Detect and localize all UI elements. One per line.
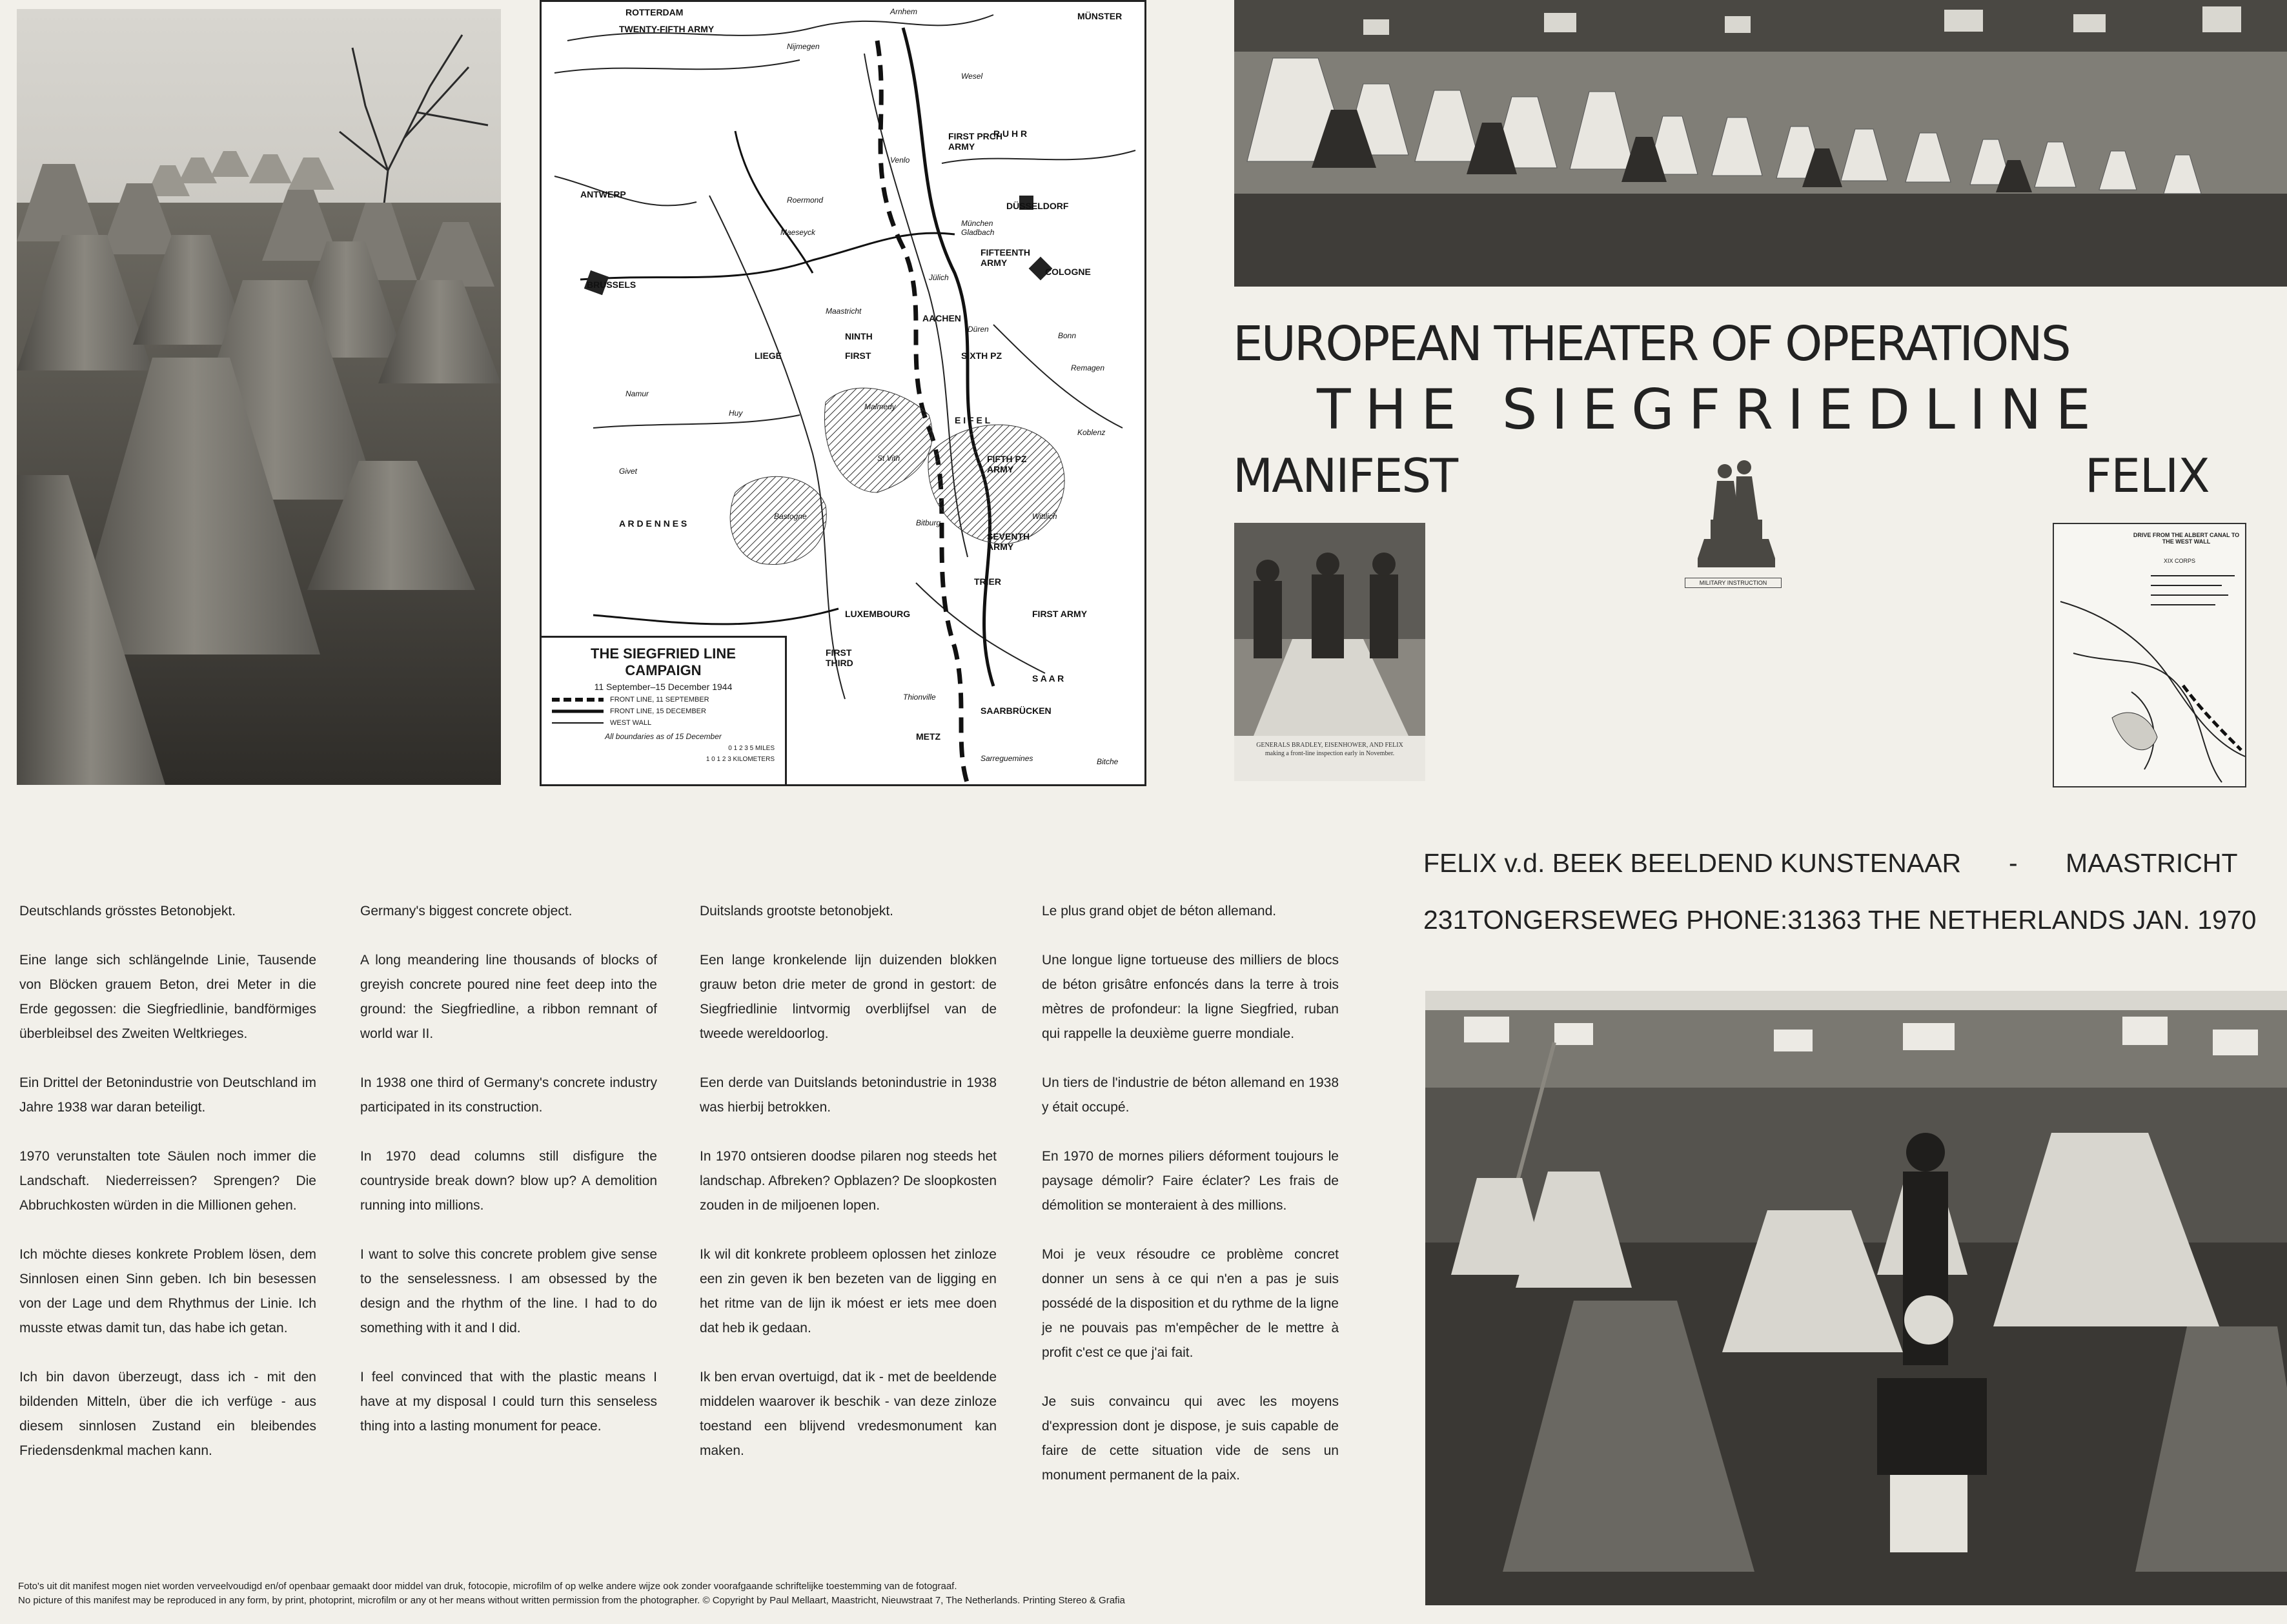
map-label-twentyfifth: TWENTY-FIFTH ARMY: [619, 24, 715, 34]
map-label-munster: MÜNSTER: [1077, 11, 1123, 21]
map-label-wesel: Wesel: [961, 72, 983, 81]
footer-copyright: No picture of this manifest may be reproduced in any form, by print, photoprint, microfilm or any ot her means without written permission from the photographer. © Copyright by Paul Mellaart, Maastricht, Nieuwstraat 7, The Netherlands. Printing Stereo & Grafia: [18, 1595, 1125, 1606]
map-legend-dates: 11 September–15 December 1944: [594, 682, 733, 692]
map-label-first: FIRST: [845, 350, 871, 361]
dutch-paragraph-1: Een lange kronkelende lijn duizenden blokken grauw beton drie meter de grond in gestort: de Siegfriedlinie lintvormig overblijfsel van de tweede wereldoorlog.: [700, 953, 997, 1041]
german-paragraph-3: 1970 verunstalten tote Säulen noch immer die Landschaft. Niederreissen? Sprengen? Die Abbruchkosten würden in die Millionen gehen.: [19, 1149, 316, 1213]
french-paragraph-5: Je suis convaincu qui avec les moyens d'expression dont je dispose, je suis capable de faire de cette situation vide de sens un monument permanent de la paix.: [1042, 1394, 1339, 1483]
column-french: [1042, 899, 1339, 1512]
inset-statue: [1685, 452, 1782, 594]
map-label-venlo: Venlo: [890, 156, 910, 165]
english-paragraph-2: In 1938 one third of Germany's concrete industry participated in its construction.: [360, 1075, 657, 1115]
map-label-eifel: E I F E L: [955, 415, 991, 425]
map-label-firstprch: FIRST PRCH ARMY: [948, 131, 1002, 152]
legend-label-west-wall: WEST WALL: [610, 719, 652, 727]
map-label-maeseyck: Maeseyck: [780, 228, 816, 237]
map-label-thionville: Thionville: [903, 693, 936, 702]
map-label-ardennes: A R D E N N E S: [619, 518, 687, 529]
map-label-nijmegen: Nijmegen: [787, 42, 820, 51]
map-label-arnhem: Arnhem: [890, 7, 918, 16]
photo-dragons-teeth-field: [1234, 0, 2287, 287]
german-paragraph-4: Ich möchte dieses konkrete Problem lösen, dem Sinnlosen einen Sinn geben. Ich bin besessen von der Lage und dem Rhythmus der Linie. Ich musste etwas damit tun, das habe ich getan.: [19, 1247, 316, 1335]
map-label-huy: Huy: [729, 409, 743, 418]
headline-felix: FELIX: [2085, 449, 2210, 503]
map-label-namur: Namur: [625, 389, 649, 398]
headline-manifest: MANIFEST: [1233, 449, 1458, 503]
map-label-aachen: AACHEN: [922, 313, 961, 323]
map-label-ruhr: R U H R: [993, 128, 1028, 139]
french-paragraph-2: Un tiers de l'industrie de béton allemand en 1938 y était occupé.: [1042, 1075, 1339, 1115]
small-map-sub: XIX CORPS: [2164, 558, 2196, 564]
artist-name: FELIX v.d. BEEK BEELDEND KUNSTENAAR: [1423, 848, 1962, 878]
english-paragraph-1: A long meandering line thousands of blocks of greyish concrete poured nine feet deep into the ground: the Siegfriedline, a ribbon remnant of world war II.: [360, 953, 657, 1041]
map-label-maastricht: Maastricht: [826, 307, 862, 316]
column-german: [19, 899, 316, 1488]
footer-dutch-notice: Foto's uit dit manifest mogen niet worden verveelvoudigd en/of openbaar gemaakt door middel van druk, fotocopie, microfilm of op welke andere wijze ook zonder voorafgaande schriftelijke toestemming van de fotograaf.: [18, 1581, 957, 1592]
french-paragraph-3: En 1970 de mornes piliers déforment toujours le paysage démolir? Faire éclater? Les frais de démolition se monteraient à des millions.: [1042, 1149, 1339, 1213]
map-label-rotterdam: ROTTERDAM: [625, 7, 684, 17]
map-label-givet: Givet: [619, 467, 638, 476]
map-label-koblenz: Koblenz: [1077, 428, 1106, 437]
dutch-paragraph-2: Een derde van Duitslands betonindustrie in 1938 was hierbij betrokken.: [700, 1075, 997, 1115]
map-label-metz: METZ: [916, 731, 941, 742]
map-label-trier: TRIER: [974, 576, 1001, 587]
map-label-cologne: COLOGNE: [1045, 267, 1091, 277]
headline-siegfriedline: THE SIEGFRIEDLINE: [1317, 378, 2105, 442]
german-paragraph-2: Ein Drittel der Betonindustrie von Deutschland im Jahre 1938 war daran beteiligt.: [19, 1075, 316, 1115]
column-dutch: [700, 899, 997, 1488]
map-label-dusseldorf: DÜSSELDORF: [1006, 201, 1069, 211]
map-label-firstarmy: FIRST ARMY: [1032, 609, 1088, 619]
legend-label-front-dec: FRONT LINE, 15 DECEMBER: [610, 707, 706, 715]
map-label-remagen: Remagen: [1071, 363, 1105, 372]
map-label-stvith: St Vith: [877, 454, 900, 463]
photo-artists-painting: [1425, 991, 2287, 1605]
dutch-paragraph-4: Ik wil dit konkrete probleem oplossen het zinloze een zin geven ik ben bezeten van de ligging en het ritme van de lijn ik móest er iets mee doen dat heb ik gedaan.: [700, 1247, 997, 1335]
map-legend: [542, 636, 787, 784]
english-paragraph-4: I want to solve this concrete problem give sense to the senselessness. I am obsessed by the design and the rhythm of the line. I had to do something with it and I did.: [360, 1247, 657, 1335]
map-label-bitche: Bitche: [1097, 757, 1119, 766]
dutch-title: Duitslands grootste betonobjekt.: [700, 904, 894, 919]
map-label-munchen: München Gladbach: [961, 219, 995, 237]
map-label-bonn: Bonn: [1058, 331, 1077, 340]
map-label-antwerp: ANTWERP: [580, 189, 626, 199]
artist-dash: -: [2009, 848, 2018, 878]
map-label-brussels: BRUSSELS: [587, 279, 636, 290]
legend-row-west-wall: [552, 719, 775, 727]
english-paragraph-5: I feel convinced that with the plastic means I have at my disposal I could turn this senseless thing into a lasting monument for peace.: [360, 1370, 657, 1434]
headline-theater: EUROPEAN THEATER OF OPERATIONS: [1233, 316, 2069, 372]
statue-label: MILITARY INSTRUCTION: [1685, 578, 1782, 588]
map-label-fifteenth: FIFTEENTH ARMY: [981, 247, 1030, 268]
french-paragraph-4: Moi je veux résoudre ce problème concret donner un sens à ce qui n'en a pas je suis possédé de la disposition et du rythme de la ligne je ne pouvais pas m'empêcher de le mettre à profit c'est ce que j'ai fait.: [1042, 1247, 1339, 1360]
english-title: Germany's biggest concrete object.: [360, 904, 573, 919]
map-label-saar: S A A R: [1032, 673, 1064, 684]
column-english: [360, 899, 657, 1463]
photo-dragons-teeth-forest: [17, 9, 501, 785]
german-paragraph-5: Ich bin davon überzeugt, dass ich - mit den bildenden Mitteln, über die ich verfüge - aus diesem sinnlosen Zustand ein bleibendes Friedensdenkmal machen kann.: [19, 1370, 316, 1458]
generals-caption: GENERALS BRADLEY, EISENHOWER, AND FELIX making a front-line inspection early in November.: [1256, 742, 1403, 757]
map-label-sarreguemines: Sarreguemines: [981, 754, 1033, 763]
map-legend-note: All boundaries as of 15 December: [605, 732, 722, 741]
german-title: Deutschlands grösstes Betonobjekt.: [19, 904, 236, 919]
small-map-title: DRIVE FROM THE ALBERT CANAL TO THE WEST WALL: [2133, 532, 2240, 545]
map-label-malmedy: Malmedy: [864, 402, 896, 411]
map-scale-miles: 0 1 2 3 5 MILES: [728, 745, 775, 752]
dutch-paragraph-5: Ik ben ervan overtuigd, dat ik - met de beeldende middelen waarover ik beschik - van deze zinloze toestand een blijvend vredesmonument kan maken.: [700, 1370, 997, 1458]
map-label-seventh: SEVENTH ARMY: [987, 531, 1030, 552]
map-label-liege: LIEGE: [755, 350, 782, 361]
map-label-ninth: NINTH: [845, 331, 873, 341]
map-scale-km: 1 0 1 2 3 KILOMETERS: [706, 756, 775, 763]
map-label-duren: Düren: [968, 325, 989, 334]
english-paragraph-3: In 1970 dead columns still disfigure the countryside break down? blow up? A demolition running into millions.: [360, 1149, 657, 1213]
map-legend-title: THE SIEGFRIED LINE CAMPAIGN: [591, 645, 736, 678]
map-label-bitburg: Bitburg: [916, 518, 941, 527]
map-label-fifthpz: FIFTH PZ ARMY: [987, 454, 1027, 474]
inset-small-map: [2053, 523, 2246, 787]
legend-label-front-sept: FRONT LINE, 11 SEPTEMBER: [610, 696, 709, 704]
legend-row-front-sept: [552, 696, 775, 704]
french-paragraph-1: Une longue ligne tortueuse des milliers de blocs de béton grisâtre enfoncés dans la terre à trois mètres de profondeur: la ligne Siegfried, ruban qui rappelle la deuxième guerre mondiale.: [1042, 953, 1339, 1041]
map-label-third: FIRST THIRD: [826, 647, 853, 668]
inset-generals: [1234, 523, 1425, 781]
statue-icon: [1685, 452, 1782, 574]
map-label-sixthpz: SIXTH PZ: [961, 350, 1002, 361]
siegfried-line-campaign-map: [540, 0, 1146, 786]
map-label-roermond: Roermond: [787, 196, 824, 205]
photo-generals: [1234, 523, 1425, 736]
map-label-luxembourg: LUXEMBOURG: [845, 609, 911, 619]
french-title: Le plus grand objet de béton allemand.: [1042, 904, 1277, 919]
dutch-paragraph-3: In 1970 ontsieren doodse pilaren nog steeds het landschap. Afbreken? Opblazen? De sloopkosten zouden in de miljoenen lopen.: [700, 1149, 997, 1213]
map-label-julich: Jülich: [929, 273, 949, 282]
artist-city: MAASTRICHT: [2066, 848, 2238, 878]
artist-address: 231TONGERSEWEG PHONE:31363 THE NETHERLANDS JAN. 1970: [1423, 905, 2257, 935]
german-paragraph-1: Eine lange sich schlängelnde Linie, Tausende von Blöcken grauem Beton, drei Meter in die Erde gegossen: die Siegfriedlinie, bandförmiges überbleibsel des Zweiten Weltkrieges.: [19, 953, 316, 1041]
legend-row-front-dec: [552, 707, 775, 715]
map-label-saarbrucken: SAARBRÜCKEN: [981, 705, 1052, 716]
map-label-bastogne: Bastogne: [774, 512, 807, 521]
map-label-wittlich: Wittlich: [1032, 512, 1057, 521]
